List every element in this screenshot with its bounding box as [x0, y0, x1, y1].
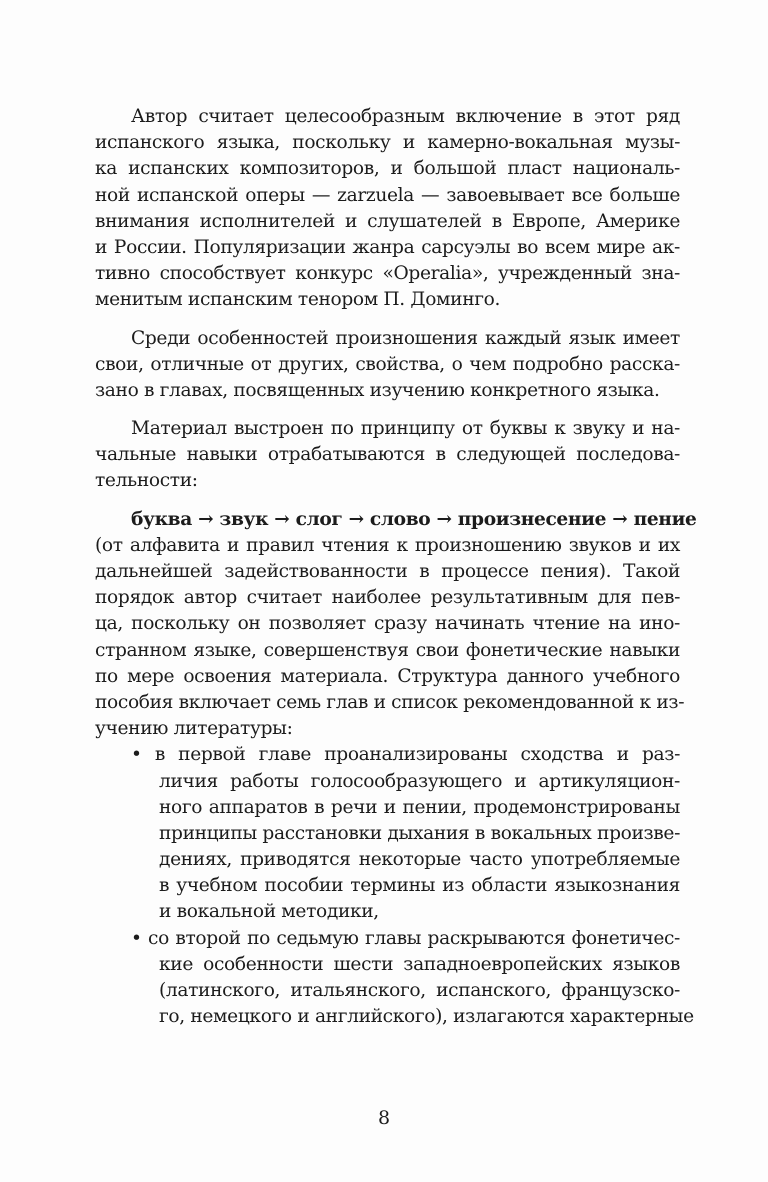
bullet-item-other-chapters: [95, 926, 694, 1031]
text-line: учению литературы:: [95, 718, 293, 740]
text-line: (от алфавита и правил чтения к произношению звуков и их: [95, 534, 680, 556]
bullet-item-first-chapter: [95, 742, 680, 925]
text-line: и России. Популяризации жанра сарсуэлы во всем мире ак-: [95, 236, 680, 258]
text-line: • в первой главе проанализированы сходства и раз-: [131, 744, 680, 766]
sequence-line: буква → звук → слог → слово → произнесение → пение: [131, 508, 697, 530]
text-line: странном языке, совершенствуя свои фонетические навыки: [95, 639, 680, 661]
text-line: свои, отличные от других, свойства, о чем подробно расска-: [95, 353, 680, 375]
text-line: ка испанских композиторов, и большой пласт националь-: [95, 158, 680, 180]
text-line: ца, поскольку он позволяет сразу начинать чтение на ино-: [95, 613, 680, 635]
text-line: дальнейшей задействованности в процессе пения). Такой: [95, 561, 680, 582]
text-line: испанского языка, поскольку и камерно-вокальная музы-: [95, 132, 680, 154]
text-line: менитым испанским тенором П. Доминго.: [95, 289, 501, 311]
text-line: (латинского, итальянского, испанского, французско-: [159, 980, 680, 1001]
text-line: • со второй по седьмую главы раскрываются фонетичес-: [131, 927, 680, 949]
text-line: дениях, приводятся некоторые часто употребляемые: [159, 849, 680, 871]
text-line: личия работы голосообразующего и артикуляцион-: [159, 770, 680, 792]
paragraph-pronunciation: [95, 326, 680, 405]
text-line: внимания исполнителей и слушателей в Европе, Америке: [95, 210, 680, 232]
text-line: Среди особенностей произношения каждый язык имеет: [131, 327, 680, 349]
page-number: 8: [377, 1107, 391, 1129]
text-line: принципы расстановки дыхания в вокальных произве-: [159, 822, 680, 844]
text-line: порядок автор считает наиболее результативным для пев-: [95, 587, 680, 609]
text-line: в учебном пособии термины из области языкознания: [159, 875, 680, 897]
text-line: и вокальной методики,: [159, 901, 379, 923]
text-line: Автор считает целесообразным включение в этот ряд: [131, 106, 680, 127]
paragraph-sequence: [95, 507, 697, 743]
paragraph-intro: [95, 104, 680, 314]
text-line: тивно способствует конкурс «Operalia», учрежденный зна-: [95, 263, 680, 285]
text-line: го, немецкого и английского), излагаются характерные: [159, 1006, 694, 1028]
text-line: ной испанской оперы — zarzuela — завоевывает все больше: [95, 184, 680, 206]
paragraph-material: [95, 416, 680, 495]
text-line: по мере освоения материала. Структура данного учебного: [95, 665, 680, 687]
text-line: кие особенности шести западноевропейских языков: [159, 953, 680, 975]
text-line: зано в главах, посвященных изучению конкретного языка.: [95, 379, 660, 401]
body-text: [95, 104, 697, 1030]
text-line: чальные навыки отрабатываются в следующей последова-: [95, 444, 680, 466]
text-line: ного аппаратов в речи и пении, продемонстрированы: [159, 796, 680, 818]
text-line: пособия включает семь глав и список рекомендованной к из-: [95, 691, 685, 713]
text-line: Материал выстроен по принципу от буквы к звуку и на-: [131, 418, 680, 440]
text-line: тельности:: [95, 470, 198, 492]
